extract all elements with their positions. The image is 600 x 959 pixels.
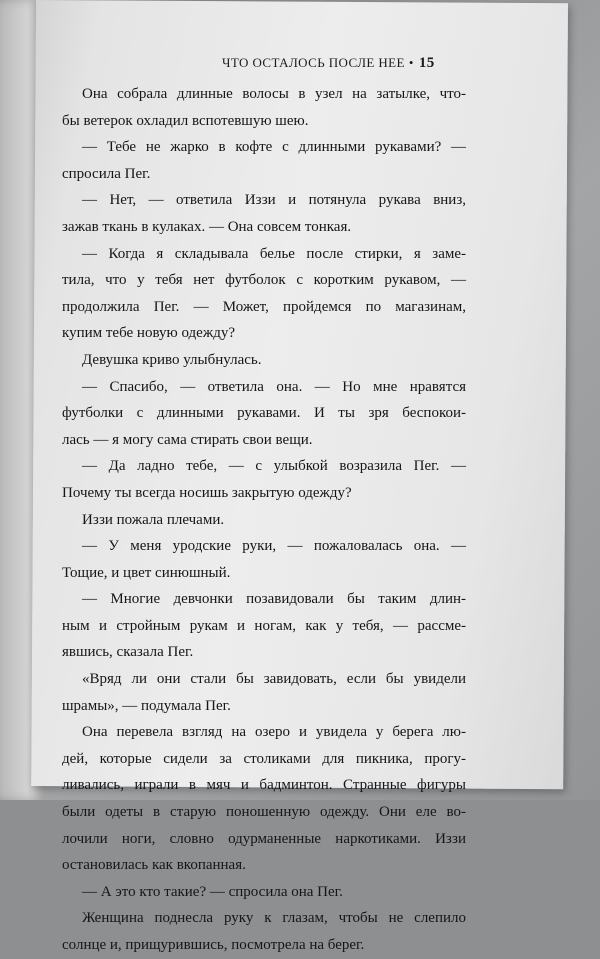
text-line: — Да ладно тебе, — с улыбкой возразила Пег. —	[82, 458, 466, 475]
text-line: Она собрала длинные волосы в узел на затылке, что-	[82, 86, 466, 102]
text-line: шрамы», — подумала Пег.	[62, 697, 231, 714]
text-line: купим тебе новую одежду?	[62, 325, 235, 342]
text-line: — А это кто такие? — спросила она Пег.	[82, 883, 343, 900]
text-line: Девушка криво улыбнулась.	[82, 351, 262, 368]
text-line: — Многие девчонки позавидовали бы таким длин-	[82, 591, 466, 608]
text-line: спросила Пег.	[62, 165, 151, 182]
text-line: Почему ты всегда носишь закрытую одежду?	[62, 484, 352, 501]
text-line: — У меня уродские руки, — пожаловалась она. —	[82, 538, 466, 555]
text-line: — Когда я складывала белье после стирки, я заме-	[82, 245, 466, 262]
text-line: лочили ноги, словно одурманенные наркотиками. Иззи	[62, 830, 466, 847]
text-line: бы ветерок охладил вспотевшую шею.	[62, 112, 309, 129]
text-line: — Тебе не жарко в кофте с длинными рукавами? —	[82, 139, 466, 156]
text-line: Тощие, и цвет синюшный.	[62, 564, 231, 581]
header-bullet: •	[408, 55, 414, 70]
text-line: «Вряд ли они стали бы завидовать, если бы увидели	[82, 671, 466, 688]
text-line: продолжила Пег. — Может, пройдемся по магазинам,	[62, 298, 466, 315]
header-title: ЧТО ОСТАЛОСЬ ПОСЛЕ НЕЕ	[222, 55, 405, 70]
page-number: 15	[418, 55, 435, 71]
text-line: — Спасибо, — ответила она. — Но мне нравятся	[82, 378, 466, 395]
text-line: Иззи пожала плечами.	[82, 511, 225, 528]
text-line: ливались, играли в мяч и бадминтон. Странные фигуры	[62, 777, 466, 794]
text-line: зажав ткань в кулаках. — Она совсем тонкая.	[62, 218, 352, 235]
text-line: ным и стройным рукам и ногам, как у тебя, — рассме-	[62, 617, 466, 634]
body-text	[62, 81, 466, 959]
text-line: явшись, сказала Пег.	[62, 644, 194, 661]
text-line: лась — я могу сама стирать свои вещи.	[62, 431, 313, 448]
text-line: футболки с длинными рукавами. И ты зря беспокои-	[62, 405, 466, 422]
text-line: солнце и, прищурившись, посмотрела на берег.	[62, 937, 365, 953]
text-line: — Нет, — ответила Иззи и потянула рукава вниз,	[82, 192, 466, 209]
running-header	[222, 55, 435, 72]
text-line: остановилась как вкопанная.	[62, 857, 246, 874]
text-line: Она перевела взгляд на озеро и увидела у берега лю-	[82, 724, 466, 741]
text-line: Женщина поднесла руку к глазам, чтобы не слепило	[82, 910, 466, 927]
text-line: были одеты в старую поношенную одежду. Они еле во-	[62, 804, 466, 821]
text-line: тила, что у тебя нет футболок с коротким рукавом, —	[62, 272, 466, 289]
text-line: дей, которые сидели за столиками для пикника, прогу-	[62, 750, 466, 767]
